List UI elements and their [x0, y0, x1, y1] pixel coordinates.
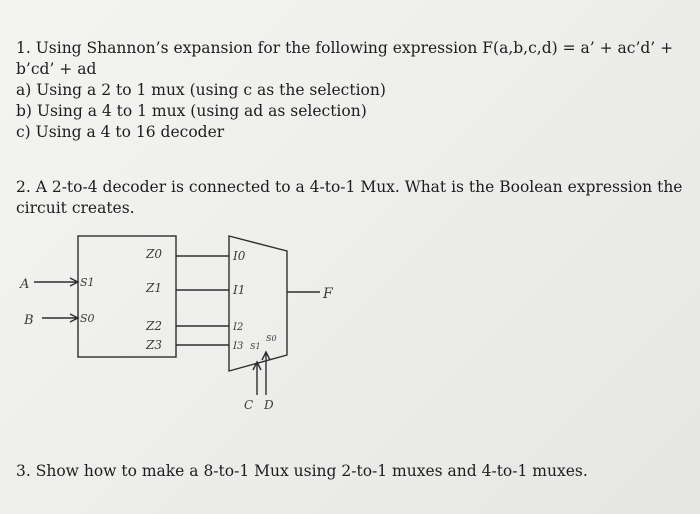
select-d-arrow — [262, 352, 270, 395]
mux-s1-label: S1 — [250, 342, 261, 351]
decoder-z1-label: Z1 — [146, 281, 162, 295]
question-3 — [16, 461, 588, 482]
question-1-line-2: b’cd’ + ad — [16, 60, 97, 78]
decoder-z0-label: Z0 — [146, 247, 162, 261]
mux-i0-label: I0 — [233, 249, 246, 263]
question-1-line-1: 1. Using Shannon’s expansion for the following expression F(a,b,c,d) = a’ + ac’d’ + — [16, 39, 674, 57]
mux-i1-label: I1 — [233, 283, 246, 297]
question-2-line-1: 2. A 2-to-4 decoder is connected to a 4-to-1 Mux. What is the Boolean expression the — [16, 178, 683, 196]
input-a-arrow — [34, 278, 78, 286]
mux-s0-label: S0 — [266, 334, 277, 343]
select-d-label: D — [264, 398, 274, 412]
mux-i2-label: I2 — [233, 322, 244, 333]
question-1-part-c: c) Using a 4 to 16 decoder — [16, 123, 225, 141]
select-c-label: C — [244, 398, 254, 412]
decoder-z3-label: Z3 — [146, 338, 162, 352]
decoder-z2-label: Z2 — [146, 319, 162, 333]
output-f-label: F — [323, 286, 333, 302]
question-1-part-b: b) Using a 4 to 1 mux (using ad as selection) — [16, 102, 367, 120]
mux-i3-label: I3 — [233, 341, 244, 352]
decoder-s0-label: S0 — [80, 312, 95, 325]
question-3-line-1: 3. Show how to make a 8-to-1 Mux using 2-to-1 muxes and 4-to-1 muxes. — [16, 462, 588, 480]
decoder-s1-label: S1 — [80, 276, 95, 289]
input-b-arrow — [42, 314, 78, 322]
input-a-label: A — [20, 277, 30, 292]
question-2-line-2: circuit creates. — [16, 199, 135, 217]
input-b-label: B — [24, 313, 34, 328]
select-c-arrow — [253, 362, 261, 395]
question-1-part-a: a) Using a 2 to 1 mux (using c as the selection) — [16, 81, 386, 99]
